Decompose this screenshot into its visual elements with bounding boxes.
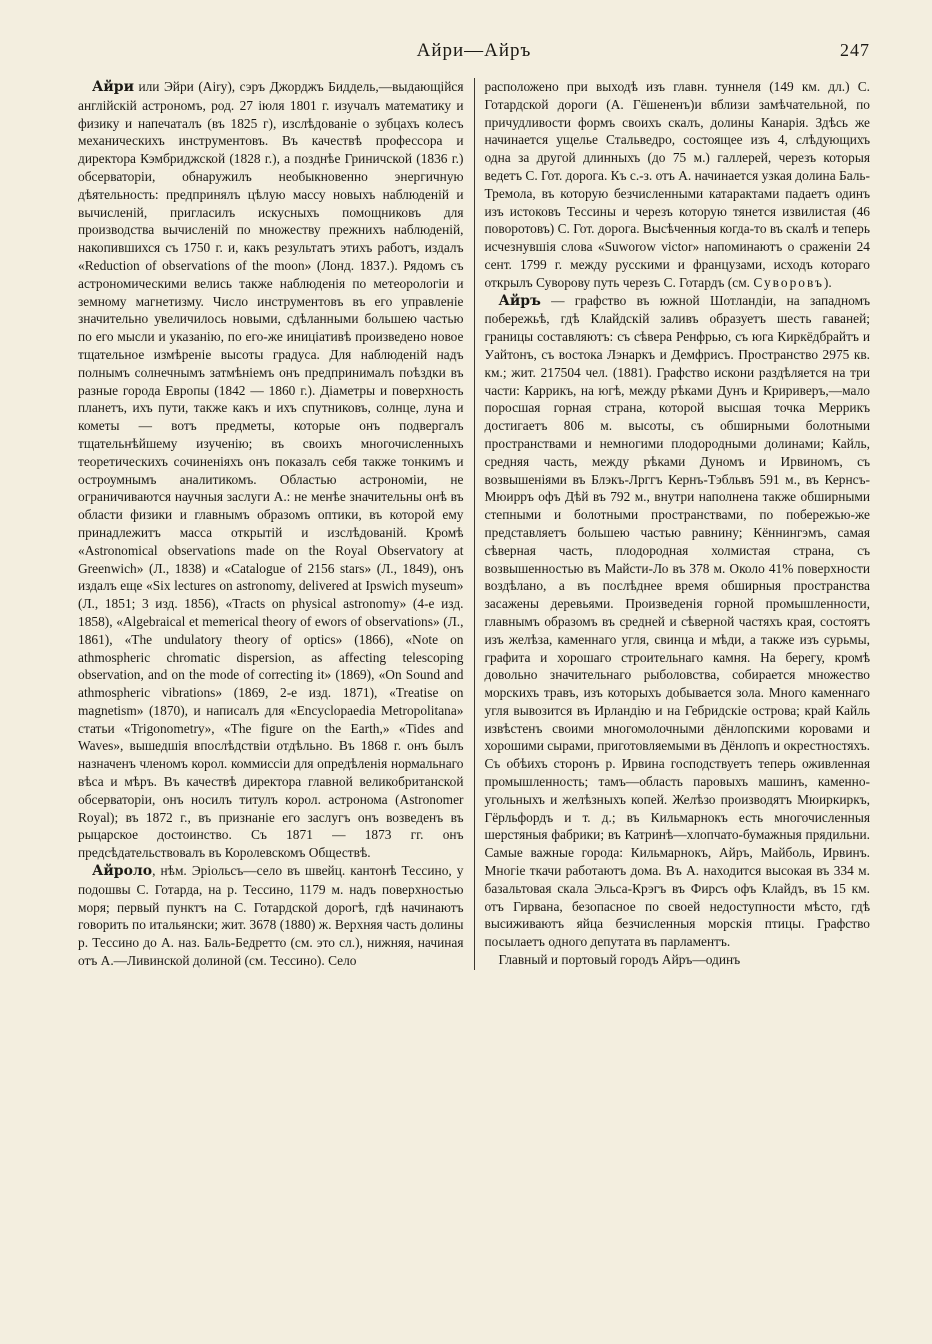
entry-text: Главный и портовый городъ Айръ—одинъ (498, 952, 741, 968)
entry-ayr (485, 292, 871, 951)
entry-text: расположено при выходѣ изъ главн. туннеля (149 км. дл.) С. Готардской дороги (А. Гёшененъ)и вблизи замѣчательной, по причудливости формъ своихъ скалъ, долины Канарія. Здѣсь же начинается ущелье Стальведро, состоящее изъ 4, слѣдующихъ одна за другой длинныхъ (до 75 м.) галлерей, черезъ которыя ведетъ С. Гот. дорога. Къ с.-з. отъ А. начинается узкая долина Баль-Тремола, въ которую безчисленными катарактами падаетъ одинъ изъ истоковъ Тессины и черезъ которую тянется извилистая (46 поворотовъ) С. Гот. дорога. Высѣченныя когда-то въ скалѣ и теперь исчезнувшія слова «Suworow victor» напоминаютъ о сраженіи 24 сент. 1799 г. между русскими и французами, исходъ котораго открылъ Суворову путь черезъ С. Готардъ (см. (484, 79, 870, 290)
page-number: 247 (840, 40, 870, 60)
entry-text: или Эйри (Airy), сэръ Джорджъ Биддель,—выдающійся англійскій астрономъ, род. 27 іюля 1801 г. изучалъ математику и физику и напечаталъ (въ 1825 г), изслѣдованіе о зубцахъ колесъ механическихъ инструментовъ. Въ качествѣ профессора и директора Кэмбриджской (1828 г.), а позднѣе Гриничской (1836 г.) обсерваторіи, обнаружилъ необыкновенно энергичную дѣятельность: предпринялъ цѣлую массу новыхъ наблюденій и вычисленій, пригласилъ искусныхъ помощниковъ для производства вычисленій по множеству прежнихъ наблюденій, накопившихся съ 1750 г. и, какъ результатъ этихъ работъ, издалъ «Reduction of observations of the moon» (Лонд. 1837.). Рядомъ съ астрономическими велись также наблюденія по метеорологіи и земному магнетизму. Число инструментовъ въ его управленіе значительно увеличилось новыми, сдѣланными большею частью по его мысли и указанію, по его-же иниціативѣ произведено новое тщательное измѣреніе высоты градуса. Для наблюденій надъ полнымъ солнечнымъ затмѣніемъ онъ предпринималъ поѣздки въ разные города Европы (1842 — 1860 г.). Діаметры и поверхность планетъ, ихъ пути, также какъ и ихъ спутниковъ, солнце, луна и кометы — вотъ предметы, которые онъ подвергалъ тщательнѣйшему изученію; въ своихъ многочисленныхъ теоретическихъ сочиненіяхъ онъ показалъ себя также тонкимъ и остроумнымъ аналитикомъ. Областью астрономіи, не ограничиваются научныя заслуги А.: не менѣе значительны онѣ въ области физики и главнымъ образомъ оптики, въ которой ему принадлежитъ масса открытій и изслѣдованій. Кромѣ «Astronomical observations made on the Royal Observatory at Greenwich» (Л., 1838) и «Catalogue of 2156 stars» (Л., 1849), онъ издалъ еще «Six lectures on astronomy, delivered at Ipswich myseum» (Л., 1851; 3 изд. 1856), «Tracts on physical astronomy» (4-е изд. 1858), «Algebraical et memerical theory of ewors of observations» (Л., 1861), «The undulatory theory of optics» (1866), «Note on athmospheric chromatic dispersion, as affecting telescoping observation, and on the mode of correcting it» (1869), «On Sound and athmospheric vibrations» (1869, 2-е изд. 1871), «Treatise on magnetism» (1870), и написалъ для «Encyclopaedia Metropolitana» статьи «Trigonometry», «The figure on the Earth,» «Tides and Waves», вышедшія впослѣдствіи отдѣльно. Въ 1868 г. онъ былъ назначенъ членомъ корол. коммиссіи для опредѣленія нормальнаго вѣса и мѣръ. Въ качествѣ директора главной великобританской обсерваторіи, онъ носилъ титулъ корол. астронома (Astronomer Royal); въ 1872 г., въ признаніе его заслугъ онъ возведенъ въ рыцарское достоинство. Съ 1871 — 1873 гг. онъ предсѣдательствовалъ въ Королевскомъ Обществѣ. (78, 79, 464, 861)
entry-ayr-town (485, 951, 871, 969)
headword: Айроло (92, 863, 153, 880)
entry-text: — графство въ южной Шотландіи, на западномъ побережьѣ, гдѣ Клайдскій заливъ образуетъ шесть гаваней; границы составляютъ: съ сѣвера Ренфрью, съ юга Киркёдбрайтъ и Уайтонъ, съ востока Лэнаркъ и Демфрисъ. Пространство 2975 кв. км.; жит. 217504 чел. (1881). Графство искони раздѣляется на три части: Каррикъ, на югѣ, между рѣками Дунъ и Кририверъ,—мало поросшая горная страна, которой высшая точка Меррикъ достигаетъ 806 м. высоты, съ обширными болотными пространствами и немногими плодородными долинами; Кайль, средняя часть, между рѣками Дуномъ и Ирвиномъ, съ возвышеніями въ Блэкъ-Лрггъ Кернъ-Тэбльвъ 591 м., въ Кернсъ-Мюирръ офъ Дѣй въ 792 м., внутри наполнена также обширными степными и болотными пространствами, по побережью-же представляетъ большею частью равнину; Кённингэмъ, самая сѣверная часть, плодородная холмистая страна, съ возвышенностью въ Майсти-Ло въ 378 м. Около 41% поверхности воздѣлано, а въ послѣднее время обширныя пространства засажены деревьями. Произведенія горной промышленности, главнымъ образомъ въ средней и сѣверной частяхъ края, состоятъ изъ желѣза, каменнаго угля, свинца и мѣди, а также изъ сурьмы, графита и хорошаго строительнаго камня. На берегу, кромѣ довольно значительнаго рыболовства, собирается множество морскихъ травъ, изъ которыхъ добывается зола. Много каменнаго угля вывозится въ Ирландію и на Гебридскіе острова; край Кайль извѣстенъ своими многомолочными дёнлопскими коровами и хорошими сырами, приготовляемыми въ Дёнлопъ и окрестностяхъ. Съ обѣихъ сторонъ р. Ирвина господствуетъ теперь оживленная промышленность; тамъ—область паровыхъ машинъ, каменно-угольныхъ и желѣзныхъ копей. Желѣзо производятъ Мюиркиркъ, Гёрльфордъ и т. д.; въ Кильмарнокъ есть многочисленныя шерстяныя фабрики; въ Катринѣ—хлопчато-бумажныя прядильни. Самые важные города: Кильмарнокъ, Айръ, Майболь, Ирвинъ. Многіе ткачи работаютъ дома. Въ А. находится высокая въ 334 м. базальтовая скала Эльса-Крэгъ въ Фирсъ офъ Клайдъ, въ 15 км. отъ Гирвана, безопасное по своей недоступности мѣсто, гдѣ высиживаютъ яйца безчисленныя морскія птицы. Графство посылаетъ одного депутата въ парламентъ. (484, 292, 870, 950)
entry-airolo (78, 862, 464, 970)
text-columns (78, 78, 870, 970)
page-header (78, 40, 870, 74)
entry-text: , нѣм. Эріольсъ—село въ швейц. кантонѣ Тессино, у подошвы С. Готарда, на р. Тессино, 1179 м. надъ поверхностью моря; первый пунктъ на С. Готардской дорогѣ, гдѣ начинаютъ говорить по итальянски; жит. 3678 (1880) ж. Верхняя часть долины р. Тессино до А. наз. Баль-Бедретто (см. это сл.), нижняя, начиная отъ А.—Ливинской долиной (см. Тессино). Село (78, 863, 464, 969)
entry-airolo-continued (485, 78, 871, 292)
entry-text-tail: ). (823, 274, 832, 290)
headword: Айри (92, 79, 134, 95)
running-head: Айри—Айръ (416, 40, 532, 61)
right-column (475, 78, 871, 970)
cross-reference: Суворовъ (753, 274, 824, 290)
left-column (78, 78, 475, 970)
entry-airy (78, 78, 464, 862)
headword: Айръ (498, 292, 541, 309)
